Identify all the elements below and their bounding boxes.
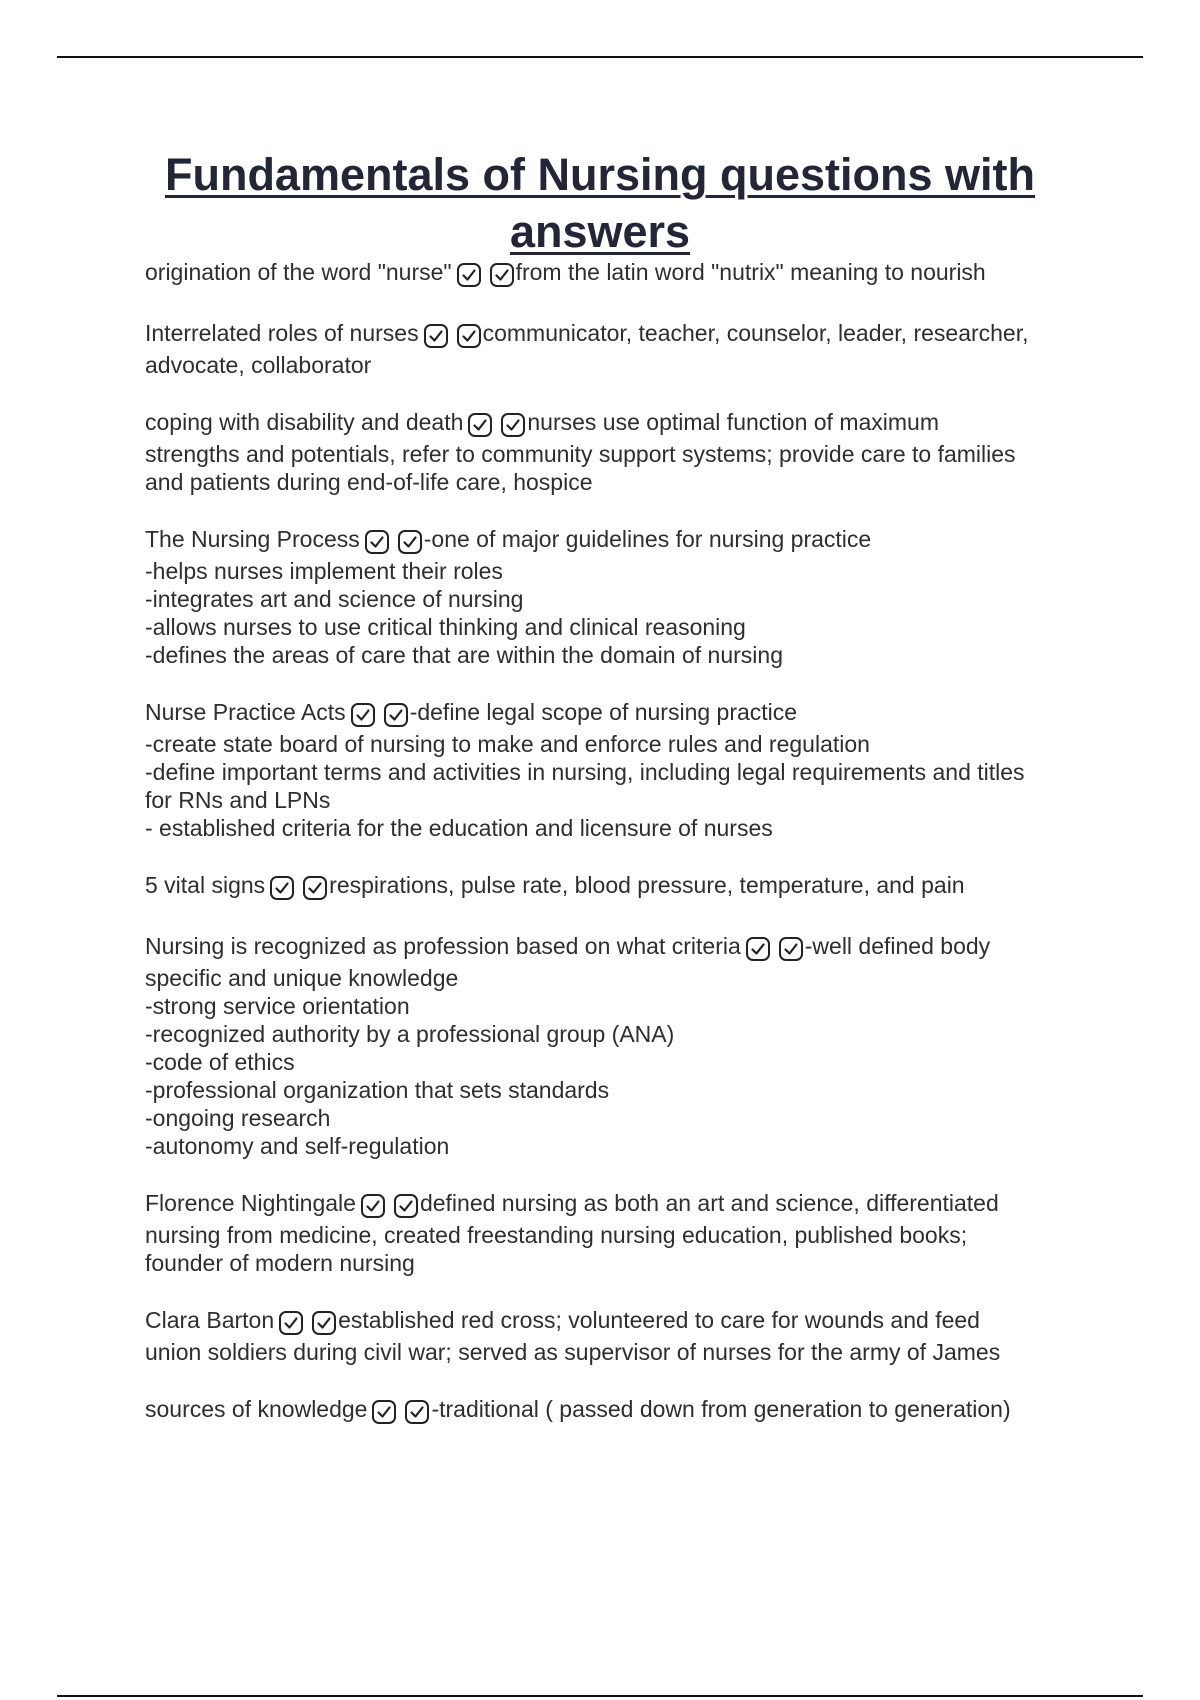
- answer-text: -define legal scope of nursing practice: [409, 699, 798, 725]
- qa-first-line: [145, 698, 1095, 730]
- check-box-icon: [269, 875, 295, 901]
- question-term: coping with disability and death: [145, 409, 464, 435]
- check-box-icon: [745, 936, 771, 962]
- qa-first-line: [145, 1189, 1095, 1221]
- qa-first-line: [145, 258, 1095, 290]
- check-box-icon: [397, 529, 423, 555]
- answer-line: [145, 814, 1095, 842]
- answer-text: -strong service orientation: [145, 993, 410, 1019]
- answer-line: [145, 351, 1095, 379]
- answer-line: [145, 1048, 1095, 1076]
- answer-text: defined nursing as both an art and science, differentiated: [419, 1190, 999, 1216]
- answer-line: [145, 468, 1095, 496]
- question-term: 5 vital signs: [145, 872, 266, 898]
- qa-item: [145, 871, 1095, 903]
- answer-text: -integrates art and science of nursing: [145, 586, 524, 612]
- answer-line: [145, 440, 1095, 468]
- answer-text: nurses use optimal function of maximum: [527, 409, 939, 435]
- qa-item: [145, 1395, 1095, 1427]
- question-term: sources of knowledge: [145, 1396, 368, 1422]
- answer-line: [145, 758, 1095, 786]
- qa-first-line: [145, 525, 1095, 557]
- answer-line: [145, 585, 1095, 613]
- answer-text: -ongoing research: [145, 1105, 331, 1131]
- answer-line: [145, 786, 1095, 814]
- answer-line: [145, 1132, 1095, 1160]
- check-box-icon: [456, 323, 482, 349]
- answer-line: [145, 1221, 1095, 1249]
- check-box-icon: [278, 1310, 304, 1336]
- qa-first-line: [145, 932, 1095, 964]
- qa-first-line: [145, 1306, 1095, 1338]
- check-box-icon: [467, 412, 493, 438]
- check-box-icon: [364, 529, 390, 555]
- answer-line: [145, 964, 1095, 992]
- check-box-icon: [371, 1399, 397, 1425]
- answer-line: [145, 557, 1095, 585]
- answer-text: -traditional ( passed down from generation to generation): [431, 1396, 1011, 1422]
- answer-text: -well defined body: [804, 933, 991, 959]
- answer-line: [145, 992, 1095, 1020]
- answer-line: [145, 730, 1095, 758]
- check-box-icon: [393, 1193, 419, 1219]
- qa-item: [145, 932, 1095, 1160]
- answer-text: and patients during end-of-life care, hospice: [145, 469, 593, 495]
- qa-first-line: [145, 871, 1095, 903]
- qa-item: [145, 408, 1095, 496]
- bottom-rule: [57, 1695, 1143, 1697]
- answer-text: specific and unique knowledge: [145, 965, 459, 991]
- qa-first-line: [145, 319, 1095, 351]
- qa-item: [145, 1306, 1095, 1366]
- answer-text: - established criteria for the education and licensure of nurses: [145, 815, 773, 841]
- page-title: Fundamentals of Nursing questions with answers: [164, 149, 1036, 257]
- answer-line: [145, 641, 1095, 669]
- answer-marker: [269, 875, 328, 903]
- answer-line: [145, 1076, 1095, 1104]
- answer-text: -create state board of nursing to make and enforce rules and regulation: [145, 731, 870, 757]
- question-term: Nursing is recognized as profession based on what criteria: [145, 933, 741, 959]
- check-box-icon: [311, 1310, 337, 1336]
- answer-text: -define important terms and activities in nursing, including legal requirements and titles: [145, 759, 1025, 785]
- answer-text: advocate, collaborator: [145, 352, 372, 378]
- answer-line: [145, 1104, 1095, 1132]
- answer-marker: [364, 529, 423, 557]
- answer-text: -autonomy and self-regulation: [145, 1133, 450, 1159]
- answer-marker: [360, 1193, 419, 1221]
- question-term: Florence Nightingale: [145, 1190, 356, 1216]
- answer-text: -defines the areas of care that are within the domain of nursing: [145, 642, 783, 668]
- answer-marker: [423, 323, 482, 351]
- qa-first-line: [145, 1395, 1095, 1427]
- answer-marker: [278, 1310, 337, 1338]
- question-term: origination of the word "nurse": [145, 259, 452, 285]
- check-box-icon: [500, 412, 526, 438]
- top-rule: [57, 56, 1143, 58]
- question-list: [145, 258, 1095, 1456]
- answer-text: union soldiers during civil war; served as supervisor of nurses for the army of James: [145, 1339, 1001, 1365]
- answer-marker: [745, 936, 804, 964]
- check-box-icon: [383, 702, 409, 728]
- check-box-icon: [423, 323, 449, 349]
- answer-text: -helps nurses implement their roles: [145, 558, 503, 584]
- answer-text: -one of major guidelines for nursing practice: [423, 526, 872, 552]
- question-term: Clara Barton: [145, 1307, 275, 1333]
- answer-text: strengths and potentials, refer to community support systems; provide care to families: [145, 441, 1016, 467]
- check-box-icon: [456, 262, 482, 288]
- answer-line: [145, 613, 1095, 641]
- check-box-icon: [350, 702, 376, 728]
- answer-line: [145, 1249, 1095, 1277]
- check-box-icon: [404, 1399, 430, 1425]
- question-term: The Nursing Process: [145, 526, 360, 552]
- qa-item: [145, 319, 1095, 379]
- answer-text: founder of modern nursing: [145, 1250, 415, 1276]
- check-box-icon: [360, 1193, 386, 1219]
- check-box-icon: [489, 262, 515, 288]
- answer-text: from the latin word "nutrix" meaning to nourish: [515, 259, 986, 285]
- answer-marker: [371, 1399, 430, 1427]
- question-term: Interrelated roles of nurses: [145, 320, 419, 346]
- answer-line: [145, 1338, 1095, 1366]
- check-box-icon: [302, 875, 328, 901]
- check-box-icon: [778, 936, 804, 962]
- question-term: Nurse Practice Acts: [145, 699, 346, 725]
- answer-marker: [456, 262, 515, 290]
- answer-text: -recognized authority by a professional group (ANA): [145, 1021, 675, 1047]
- answer-marker: [467, 412, 526, 440]
- qa-item: [145, 258, 1095, 290]
- answer-text: for RNs and LPNs: [145, 787, 331, 813]
- answer-text: -allows nurses to use critical thinking and clinical reasoning: [145, 614, 746, 640]
- answer-text: -professional organization that sets standards: [145, 1077, 610, 1103]
- qa-item: [145, 698, 1095, 842]
- answer-text: respirations, pulse rate, blood pressure, temperature, and pain: [329, 872, 965, 898]
- answer-marker: [350, 702, 409, 730]
- qa-item: [145, 525, 1095, 669]
- answer-text: communicator, teacher, counselor, leader, researcher,: [482, 320, 1029, 346]
- qa-first-line: [145, 408, 1095, 440]
- answer-text: -code of ethics: [145, 1049, 295, 1075]
- answer-text: nursing from medicine, created freestanding nursing education, published books;: [145, 1222, 968, 1248]
- answer-line: [145, 1020, 1095, 1048]
- qa-item: [145, 1189, 1095, 1277]
- answer-text: established red cross; volunteered to care for wounds and feed: [338, 1307, 980, 1333]
